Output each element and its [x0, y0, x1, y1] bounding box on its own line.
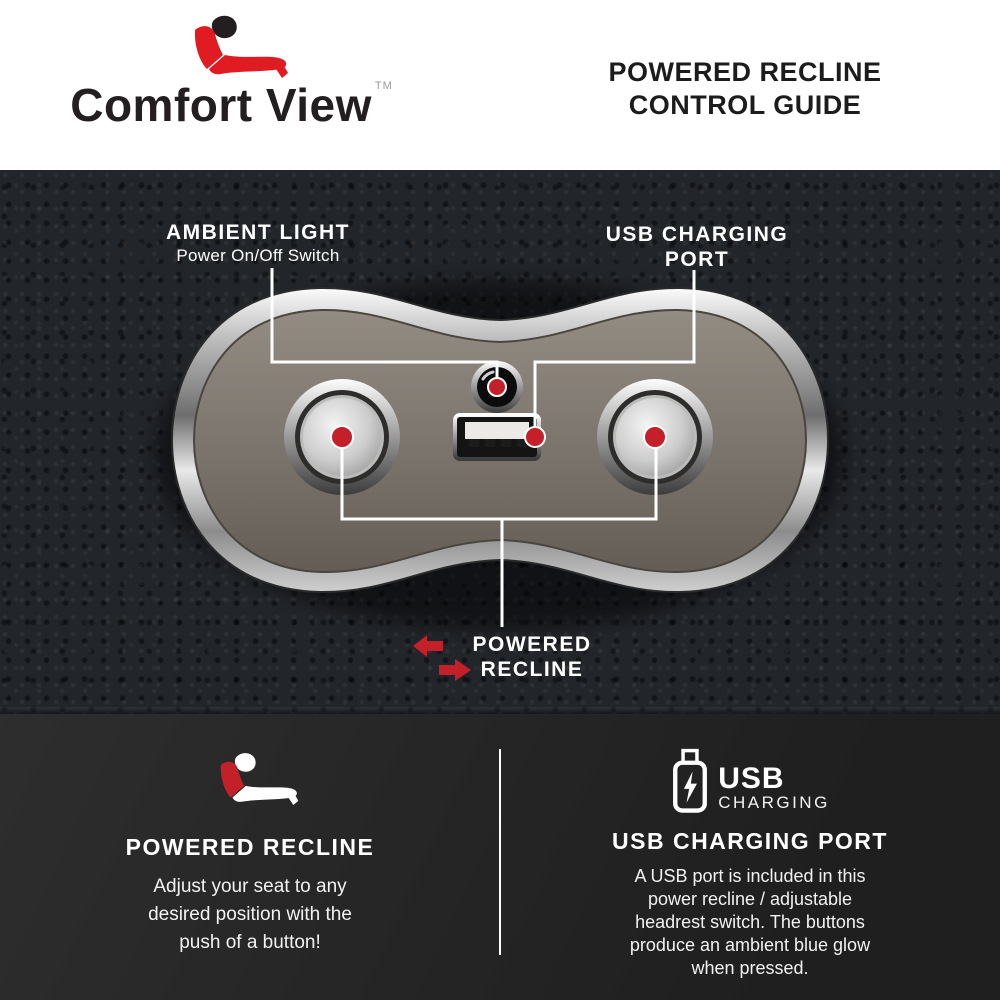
charging-word: CHARGING: [718, 793, 830, 812]
usb-word: USB: [718, 762, 785, 795]
usb-charging-heading: USB CHARGING PORT: [612, 828, 888, 854]
ambient-light-label: [128, 220, 388, 267]
usb-charging-body: A USB port is included in this power recline / adjustable headrest switch. The buttons produce an ambient blue glow when pressed.: [629, 866, 871, 978]
usb-charging-column: [500, 714, 1000, 1000]
usb-charging-icon: [670, 748, 710, 814]
trademark: TM: [374, 80, 393, 92]
header: [0, 0, 1000, 170]
usb-port-label-line1: USB CHARGING: [605, 223, 789, 246]
recliner-chair-icon: [191, 750, 309, 810]
recliner-chair-icon: [155, 12, 305, 84]
page-title: [545, 56, 945, 122]
page-title-line1: POWERED RECLINE: [608, 57, 882, 87]
usb-port-marker-dot: [525, 427, 545, 447]
powered-recline-column: [0, 714, 500, 1000]
page-title-line2: CONTROL GUIDE: [628, 90, 862, 120]
powered-recline-label-line2: RECLINE: [480, 658, 584, 681]
left-button-marker-dot: [331, 426, 353, 448]
usb-charging-lockup: [500, 748, 1000, 814]
right-button-marker-dot: [644, 426, 666, 448]
ambient-light-marker-dot: [488, 378, 506, 396]
brand-name-line: [40, 78, 420, 132]
usb-port-label-line2: PORT: [664, 248, 730, 271]
usb-charging-words: [718, 762, 830, 814]
ambient-light-title: AMBIENT LIGHT: [166, 221, 350, 244]
powered-recline-label: [412, 632, 652, 682]
powered-recline-heading: POWERED RECLINE: [125, 834, 375, 860]
ambient-light-subtitle: Power On/Off Switch: [176, 246, 340, 265]
usb-port-label: [577, 222, 817, 272]
brand-name: Comfort View: [70, 79, 372, 131]
diagram-section: [0, 170, 1000, 714]
footer-section: [0, 714, 1000, 1000]
brand-logo: [40, 12, 420, 132]
powered-recline-body: Adjust your seat to any desired position with the push of a button!: [148, 876, 352, 953]
powered-recline-label-line1: POWERED: [472, 633, 592, 656]
